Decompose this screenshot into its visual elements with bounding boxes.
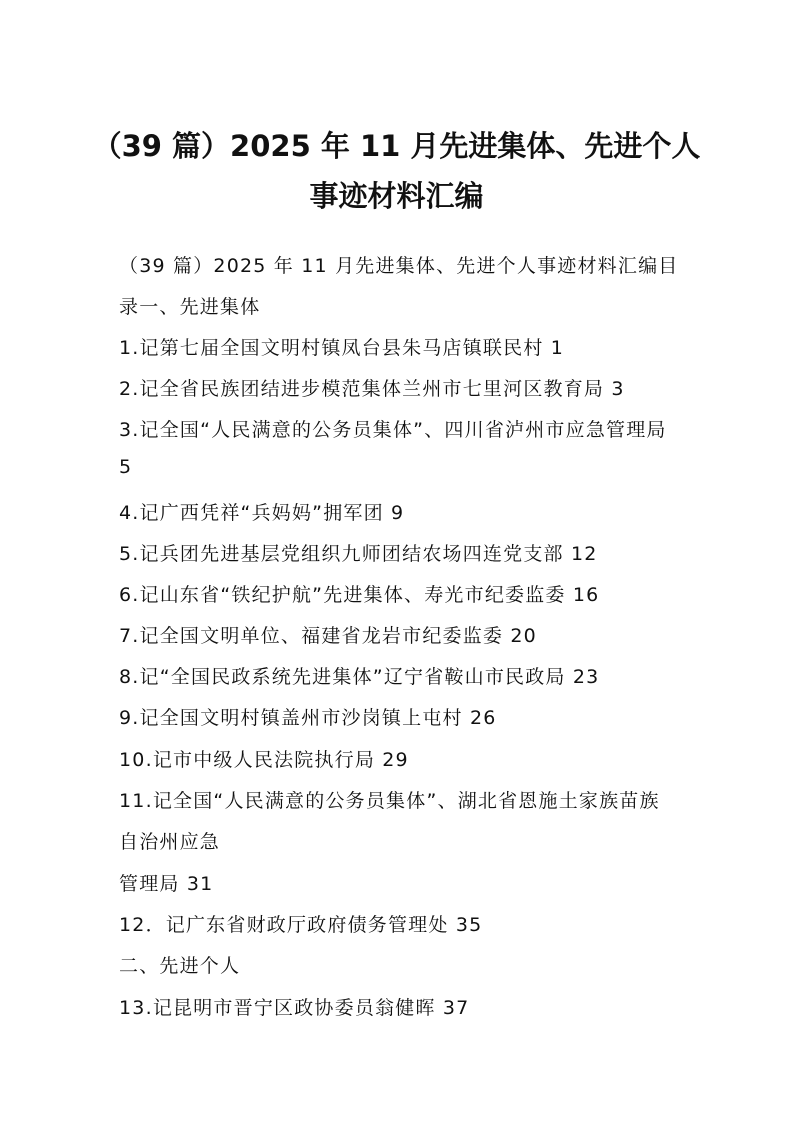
section-heading-individuals: 二、先进个人 (119, 955, 241, 977)
toc-item-13: 13.记昆明市晋宁区政协委员翁健晖 37 (119, 997, 470, 1019)
toc-item-2: 2.记全省民族团结进步模范集体兰州市七里河区教育局 3 (119, 378, 625, 400)
document-title-line-2: 事迹材料汇编 (309, 179, 484, 213)
toc-item-9: 9.记全国文明村镇盖州市沙岗镇上屯村 26 (119, 707, 497, 729)
toc-item-4: 4.记广西凭祥“兵妈妈”拥军团 9 (119, 502, 405, 524)
toc-item-1: 1.记第七届全国文明村镇凤台县朱马店镇联民村 1 (119, 337, 565, 359)
toc-item-12: 12．记广东省财政厅政府债务管理处 35 (119, 914, 483, 936)
toc-item-5: 5.记兵团先进基层党组织九师团结农场四连党支部 12 (119, 543, 598, 565)
toc-item-3-page: 5 (119, 456, 133, 478)
toc-item-11-page: 管理局 31 (119, 873, 214, 895)
toc-item-11-continued: 自治州应急 (119, 831, 221, 853)
toc-item-8: 8.记“全国民政系统先进集体”辽宁省鞍山市民政局 23 (119, 666, 600, 688)
toc-item-3: 3.记全国“人民满意的公务员集体”、四川省泸州市应急管理局 (119, 419, 667, 441)
toc-item-10: 10.记市中级人民法院执行局 29 (119, 749, 409, 771)
intro-line-1: （39 篇）2025 年 11 月先进集体、先进个人事迹材料汇编目 (119, 255, 679, 277)
toc-item-6: 6.记山东省“铁纪护航”先进集体、寿光市纪委监委 16 (119, 584, 600, 606)
toc-item-7: 7.记全国文明单位、福建省龙岩市纪委监委 20 (119, 625, 537, 647)
intro-line-2: 录一、先进集体 (119, 296, 261, 318)
document-title-line-1: （39 篇）2025 年 11 月先进集体、先进个人 (92, 129, 701, 163)
toc-item-11: 11.记全国“人民满意的公务员集体”、湖北省恩施土家族苗族 (119, 790, 660, 812)
